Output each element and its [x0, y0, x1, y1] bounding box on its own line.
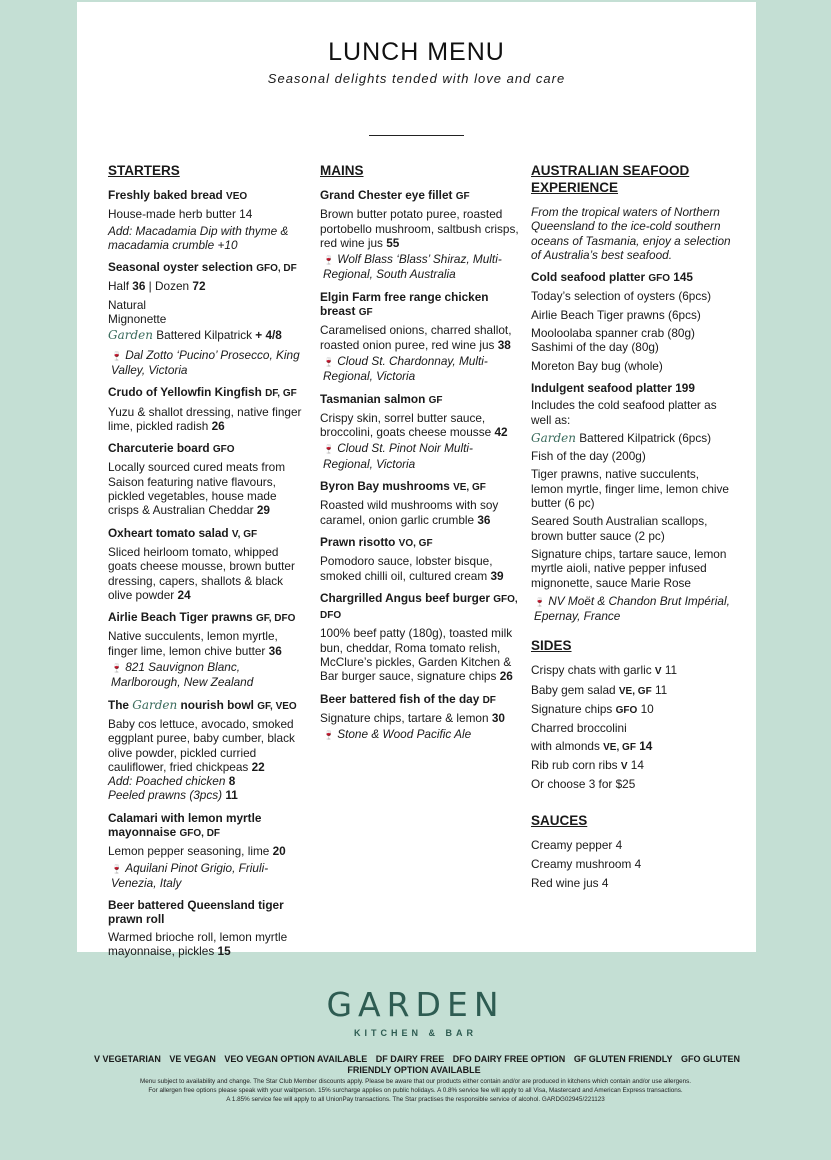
side-name: Rib rub corn ribs	[531, 757, 618, 772]
side-name: Charred broccolini	[531, 721, 627, 736]
dish-name: Chargrilled Angus beef burger	[320, 590, 490, 605]
legend-item: GFO GLUTEN FRIENDLY OPTION AVAILABLE	[347, 1054, 740, 1075]
price: 145	[673, 270, 693, 285]
logo-tagline: KITCHEN & BAR	[354, 1028, 477, 1038]
dish-oyster	[108, 260, 308, 377]
legend-item: DF DAIRY FREE	[375, 1054, 445, 1064]
wine-glass-icon: 🍷	[111, 663, 123, 674]
garden-script-logo: Garden	[531, 430, 576, 445]
dish-oxheart	[108, 526, 308, 602]
price: 42	[494, 425, 508, 440]
diet-tags: GF, DFO	[255, 613, 296, 625]
price: 24	[177, 587, 191, 602]
price: 14	[639, 738, 653, 753]
price: 11	[225, 788, 238, 803]
price: 39	[490, 568, 504, 583]
dish-prawns	[108, 610, 308, 689]
dish-desc: Pomodoro sauce, lobster bisque, smoked chilli oil, cultured cream	[320, 554, 493, 583]
wine-glass-icon: 🍷	[111, 350, 123, 361]
page-subtitle: Seasonal delights tended with love and care	[267, 71, 566, 86]
add-text: : Macadamia Dip with thyme & macadamia crumble	[108, 223, 289, 252]
dish-name: Prawn risotto	[320, 534, 396, 549]
add-label: Add	[108, 223, 129, 238]
price: 30	[491, 710, 505, 725]
diet-tags: VE, GF	[453, 482, 486, 494]
price: 11	[654, 682, 668, 697]
add-label: Add:	[108, 774, 133, 789]
dish-name: Seasonal oyster selection	[108, 260, 253, 275]
dish-fish	[320, 692, 520, 743]
diet-tags: V	[654, 666, 662, 678]
diet-tags: GFO	[615, 705, 638, 717]
side-item	[531, 702, 731, 718]
wine-pairing: Dal Zotto ‘Pucino’ Prosecco, King Valley, Victoria	[111, 347, 300, 377]
dish-desc: House-made herb butter	[108, 207, 236, 222]
dish-desc: Baby cos lettuce, avocado, smoked eggplant puree, baby cumber, black olive powder, pickled curried cauliflower, fried chickpeas	[108, 716, 295, 774]
side-item	[531, 721, 731, 735]
add-price: +10	[217, 237, 238, 252]
legend-item: VEO VEGAN OPTION AVAILABLE	[224, 1054, 368, 1064]
platter-item: Tiger prawns, native succulents, lemon myrtle, finger lime, lemon chive butter (6 pc)	[531, 467, 729, 511]
dish-burger	[320, 591, 520, 684]
diet-tags: DF, GF	[265, 388, 297, 400]
section-heading-mains: MAINS	[320, 163, 364, 178]
side-name: with almonds	[531, 738, 600, 753]
dish-indulgent-platter	[531, 381, 731, 623]
diet-tags: V, GF	[231, 528, 258, 540]
dish-desc: Native succulents, lemon myrtle, finger lime, lemon chive butter	[108, 629, 278, 658]
diet-tags: GF	[358, 307, 373, 319]
sauce-name: Red wine jus	[531, 876, 599, 891]
dish-calamari	[108, 811, 308, 890]
price: 15	[217, 944, 231, 959]
add-option: Peeled prawns (3pcs)	[108, 788, 223, 803]
price: 8	[228, 774, 236, 789]
mains-column	[320, 162, 520, 751]
wine-pairing: Cloud St. Chardonnay, Multi-Regional, Victoria	[323, 353, 488, 384]
dish-name: Byron Bay mushrooms	[320, 479, 450, 494]
price: 22	[251, 759, 265, 774]
dozen-label: | Dozen	[148, 279, 190, 294]
dish-desc: Yuzu & shallot dressing, native finger lime, pickled radish	[108, 404, 302, 433]
wine-glass-icon: 🍷	[323, 356, 335, 367]
diet-tags: DF	[482, 694, 496, 706]
diet-tags: VEO	[226, 191, 248, 202]
price: 38	[497, 337, 511, 352]
garden-script-logo: Garden	[108, 328, 153, 343]
diet-tags: GFO	[648, 273, 670, 285]
seafood-column	[531, 162, 731, 892]
wine-glass-icon: 🍷	[111, 863, 123, 874]
dish-mushrooms	[320, 479, 520, 527]
legend-item: GF GLUTEN FRIENDLY	[573, 1054, 673, 1064]
price: 29	[256, 503, 270, 518]
half-label: Half	[108, 279, 129, 294]
dish-desc: Crispy skin, sorrel butter sauce, broccolini, goats cheese mousse	[320, 410, 492, 440]
dish-name: Oxheart tomato salad	[108, 525, 229, 540]
oyster-natural: Natural	[108, 297, 147, 312]
platter-item: Today’s selection of oysters (6pcs)	[531, 289, 712, 304]
dish-desc: Roasted wild mushrooms with soy caramel, onion garlic crumble	[320, 498, 499, 527]
wine-glass-icon: 🍷	[323, 730, 335, 741]
diet-tags: GFO	[212, 444, 235, 456]
dish-crudo	[108, 385, 308, 433]
side-item	[531, 758, 731, 774]
section-heading-sauces: SAUCES	[531, 812, 588, 828]
dietary-legend	[80, 1054, 751, 1076]
price: 4	[634, 856, 642, 871]
sauce-item	[531, 876, 731, 890]
sauce-name: Creamy mushroom	[531, 856, 632, 871]
platter-item: Moreton Bay bug (whole)	[531, 358, 663, 373]
price: 36	[268, 643, 282, 658]
dish-name: Airlie Beach Tiger prawns	[108, 610, 253, 625]
starters-column	[108, 162, 308, 966]
fine-print-line: A 1.85% service fee will apply to all UnionPay transactions. The Star practises the responsible service of alcohol. GARDG02945/221123	[226, 1096, 605, 1103]
dish-nourish-bowl	[108, 698, 308, 803]
diet-tags: GF, VEO	[257, 700, 297, 712]
price: 14	[239, 207, 253, 222]
dish-name: nourish bowl	[180, 697, 254, 712]
dish-name: Cold seafood platter	[531, 270, 646, 285]
garden-script-logo: Garden	[132, 697, 178, 712]
wine-pairing: 821 Sauvignon Blanc, Marlborough, New Zealand	[111, 660, 254, 690]
dish-name-pre: The	[108, 697, 129, 712]
price: 20	[272, 844, 286, 859]
dish-name: Beer battered Queensland tiger prawn roll	[108, 898, 284, 927]
dish-prawn-roll	[108, 898, 308, 958]
wine-glass-icon: 🍷	[323, 255, 335, 266]
platter-item: Mooloolaba spanner crab (80g)	[531, 326, 695, 341]
dish-desc: Locally sourced cured meats from Saison featuring native flavours, pickled vegetables, house made crisps & Australian Cheddar	[108, 460, 286, 518]
side-item	[531, 683, 731, 699]
platter-item: Fish of the day (200g)	[531, 449, 646, 464]
dish-desc: Lemon pepper seasoning, lime	[108, 844, 270, 859]
dish-chicken	[320, 290, 520, 384]
dish-desc: Signature chips, tartare & lemon	[320, 710, 489, 725]
diet-tags: VO, GF	[398, 537, 433, 549]
fine-print	[80, 1077, 751, 1104]
dish-desc: Brown butter potato puree, roasted portobello mushroom, saltbush crisps, red wine jus	[320, 207, 519, 250]
diet-tags: GF	[428, 394, 443, 406]
wine-pairing: NV Moët & Chandon Brut Impérial, Epernay, France	[534, 593, 730, 624]
section-heading-seafood: AUSTRALIAN SEAFOOD EXPERIENCE	[531, 163, 690, 195]
dish-name: Beer battered fish of the day	[320, 691, 480, 706]
dish-desc: Warmed brioche roll, lemon myrtle mayonnaise, pickles	[108, 929, 288, 959]
side-name: Baby gem salad	[531, 682, 616, 697]
dish-name: Charcuterie board	[108, 441, 210, 456]
dish-salmon	[320, 392, 520, 471]
dish-desc: Includes the cold seafood platter as well as:	[531, 398, 717, 427]
page-title: LUNCH MENU	[328, 38, 505, 66]
wine-pairing: Stone & Wood Pacific Ale	[337, 727, 472, 742]
dish-name: Tasmanian salmon	[320, 391, 426, 406]
fine-print-line: For allergen free options please speak with your waitperson. 15% surcharge applies on public holidays. A 0.8% service fee will apply to all Visa, Mastercard and American Express transactions.	[148, 1087, 683, 1094]
side-name: Signature chips	[531, 702, 613, 717]
price: 4	[615, 837, 623, 852]
diet-tags: GFO, DF	[256, 263, 297, 275]
diet-tags: VE, GF	[603, 741, 636, 753]
price: 10	[640, 702, 654, 717]
price: 36	[477, 512, 491, 527]
price: + 4/8	[255, 328, 282, 343]
sauces-list	[531, 838, 731, 891]
diet-tags: VE, GF	[618, 685, 652, 697]
fine-print-line: Menu subject to availability and change. The Star Club Member discounts apply. Please be aware that our products either contain and/or are produced in kitchens which contain and/or use allergens.	[139, 1078, 692, 1085]
dish-eye-fillet	[320, 188, 520, 282]
legend-item: DFO DAIRY FREE OPTION	[452, 1054, 566, 1064]
side-name: Crispy chats with garlic	[531, 663, 652, 678]
diet-tags: V	[620, 760, 628, 772]
logo-wordmark: GARDEN	[326, 985, 505, 1024]
dish-charcuterie	[108, 441, 308, 517]
wine-glass-icon: 🍷	[534, 596, 546, 607]
sides-choose-offer: Or choose 3 for $25	[531, 777, 636, 792]
dish-name: Calamari with lemon myrtle mayonnaise	[108, 810, 262, 839]
platter-item: Signature chips, tartare sauce, lemon myrtle aioli, native pepper infused mignonette, sauce Marie Rose	[531, 546, 727, 590]
platter-item: Airlie Beach Tiger prawns (6pcs)	[531, 307, 701, 322]
price: 199	[675, 380, 695, 395]
dish-desc: Sliced heirloom tomato, whipped goats cheese mousse, brown butter dressing, capers, shallots & black olive powder	[108, 544, 295, 602]
diet-tags: GFO, DFO	[320, 593, 518, 622]
seafood-intro: From the tropical waters of Northern Queensland to the ice-cold southern oceans of Tasmania, enjoy a selection of Australia’s best seafood.	[531, 205, 731, 262]
add-option: Poached chicken	[135, 774, 226, 789]
price: 11	[664, 663, 678, 678]
dish-desc: Caramelised onions, charred shallot, roasted onion puree, red wine jus	[320, 323, 512, 352]
legend-item: V VEGETARIAN	[93, 1054, 161, 1064]
dish-cold-platter	[531, 270, 731, 373]
dish-desc: 100% beef patty (180g), toasted milk bun, cheddar, Roma tomato relish, McClure’s pickles, Garden Kitchen & Bar burger sauce, signature chips	[320, 626, 513, 684]
dish-name: Freshly baked bread	[108, 188, 223, 202]
price: 36	[132, 279, 146, 294]
section-heading-sides: SIDES	[531, 638, 572, 654]
sauce-name: Creamy pepper	[531, 837, 613, 852]
platter-item: Seared South Australian scallops, brown butter sauce (2 pc)	[531, 514, 708, 543]
price: 55	[386, 235, 400, 250]
price: 26	[211, 418, 225, 433]
dish-name: Indulgent seafood platter	[531, 380, 672, 395]
dish-risotto	[320, 535, 520, 583]
kilpatrick-label: Battered Kilpatrick	[156, 328, 253, 343]
brand-logo	[0, 985, 831, 1038]
wine-pairing: Cloud St. Pinot Noir Multi-Regional, Victoria	[323, 441, 473, 471]
divider	[369, 135, 464, 136]
sides-list	[531, 663, 731, 791]
price: 4	[601, 876, 609, 891]
legend-item: VE VEGAN	[169, 1054, 216, 1064]
diet-tags: GF	[455, 191, 470, 202]
price: 14	[630, 757, 644, 772]
sauce-item	[531, 838, 731, 852]
section-heading-starters: STARTERS	[108, 163, 180, 178]
kilpatrick-label: Battered Kilpatrick (6pcs)	[579, 430, 712, 445]
wine-glass-icon: 🍷	[323, 444, 335, 455]
dish-bread	[108, 188, 308, 252]
diet-tags: GFO, DF	[179, 827, 221, 839]
dish-name: Crudo of Yellowfin Kingfish	[108, 385, 262, 400]
side-item	[531, 739, 731, 755]
price: 72	[192, 279, 206, 294]
wine-pairing: Wolf Blass ‘Blass’ Shiraz, Multi-Regional, South Australia	[323, 252, 502, 282]
price: 26	[499, 669, 513, 684]
side-item	[531, 663, 731, 679]
menu-sheet	[77, 2, 756, 959]
dish-name: Elgin Farm free range chicken breast	[320, 289, 489, 319]
sauce-item	[531, 857, 731, 871]
wine-pairing: Aquilani Pinot Grigio, Friuli-Venezia, Italy	[111, 860, 269, 890]
dish-name: Grand Chester eye fillet	[320, 188, 453, 202]
platter-item: Sashimi of the day (80g)	[531, 340, 659, 355]
oyster-mignonette: Mignonette	[108, 312, 167, 327]
